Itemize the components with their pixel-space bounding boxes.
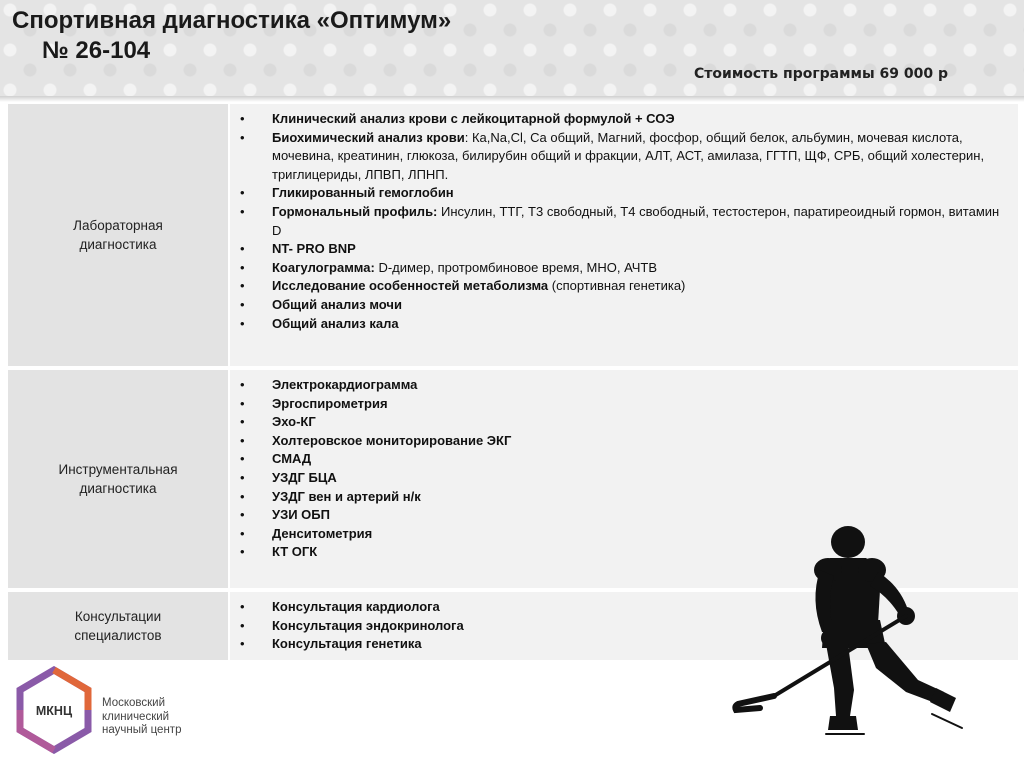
list-item: • Клинический анализ крови с лейкоцитарной формулой + СОЭ: [240, 110, 1010, 129]
logo-abbr: МКНЦ: [35, 704, 73, 718]
list-item: • Общий анализ кала: [240, 315, 1010, 334]
lab-items-list: [230, 104, 1018, 339]
list-item: • Холтеровское мониторирование ЭКГ: [240, 432, 1010, 451]
list-item: • Биохимический анализ крови: Ка,Na,Cl, Ca общий, Магний, фосфор, общий белок, альбумин, мочевая кислота, мочевина, креатинин, глюкоза, билирубин общий и фракции, АЛТ, АСТ, амилаза, ГГТП, ЩФ, СРБ, общий холестерин, триглицериды, ЛПВП, ЛПНП.: [240, 129, 1010, 185]
category-label-line: Консультации: [74, 608, 162, 624]
logo-caption-line: научный центр: [102, 724, 182, 736]
list-item: • Денситометрия: [240, 525, 1010, 544]
title-line-1: Спортивная диагностика «Оптимум»: [12, 7, 452, 34]
list-item: • Коагулограмма: D-димер, протромбиновое время, МНО, АЧТВ: [240, 259, 1010, 278]
logo-caption-line: Московский: [102, 697, 166, 709]
mknc-logo-icon: [16, 666, 92, 754]
list-item: • УЗДГ вен и артерий н/к: [240, 488, 1010, 507]
list-item: • Консультация генетика: [240, 635, 1010, 654]
list-item: • Исследование особенностей метаболизма (спортивная генетика): [240, 277, 1010, 296]
category-cell: [8, 368, 229, 590]
list-item: • NT- PRO BNP: [240, 240, 1010, 259]
logo-caption: [102, 697, 181, 738]
category-label-line: диагностика: [79, 481, 157, 496]
list-item: • СМАД: [240, 450, 1010, 469]
list-item: • Общий анализ мочи: [240, 296, 1010, 315]
logo-caption-line: клинический: [102, 710, 170, 723]
list-item: • Консультация эндокринолога: [240, 617, 1010, 636]
list-item: • Гликированный гемоглобин: [240, 184, 1010, 203]
category-label-line: специалистов: [74, 627, 162, 643]
table-row-laboratory: [8, 104, 1018, 368]
title-line-2: № 26-104: [42, 37, 151, 64]
items-cell: [229, 104, 1018, 368]
program-price: Стоимость программы 69 000 р: [694, 66, 949, 82]
category-label-line: Инструментальная: [58, 462, 178, 477]
header-shadow: [0, 96, 1024, 102]
list-item: • Эргоспирометрия: [240, 395, 1010, 414]
list-item: • Консультация кардиолога: [240, 598, 1010, 617]
category-label-line: диагностика: [79, 237, 157, 252]
list-item: • КТ ОГК: [240, 543, 1010, 562]
category-cell: [8, 590, 229, 660]
list-item: • УЗДГ БЦА: [240, 469, 1010, 488]
list-item: • Электрокардиограмма: [240, 376, 1010, 395]
page-title: [12, 6, 451, 66]
hockey-player-icon: [730, 520, 1020, 765]
list-item: • Эхо-КГ: [240, 413, 1010, 432]
list-item: • Гормональный профиль: Инсулин, ТТГ, Т3 свободный, Т4 свободный, тестостерон, паратиреоидный гормон, витамин D: [240, 203, 1010, 240]
category-label-line: Лабораторная: [73, 218, 163, 233]
list-item: • УЗИ ОБП: [240, 506, 1010, 525]
category-cell: [8, 104, 229, 368]
